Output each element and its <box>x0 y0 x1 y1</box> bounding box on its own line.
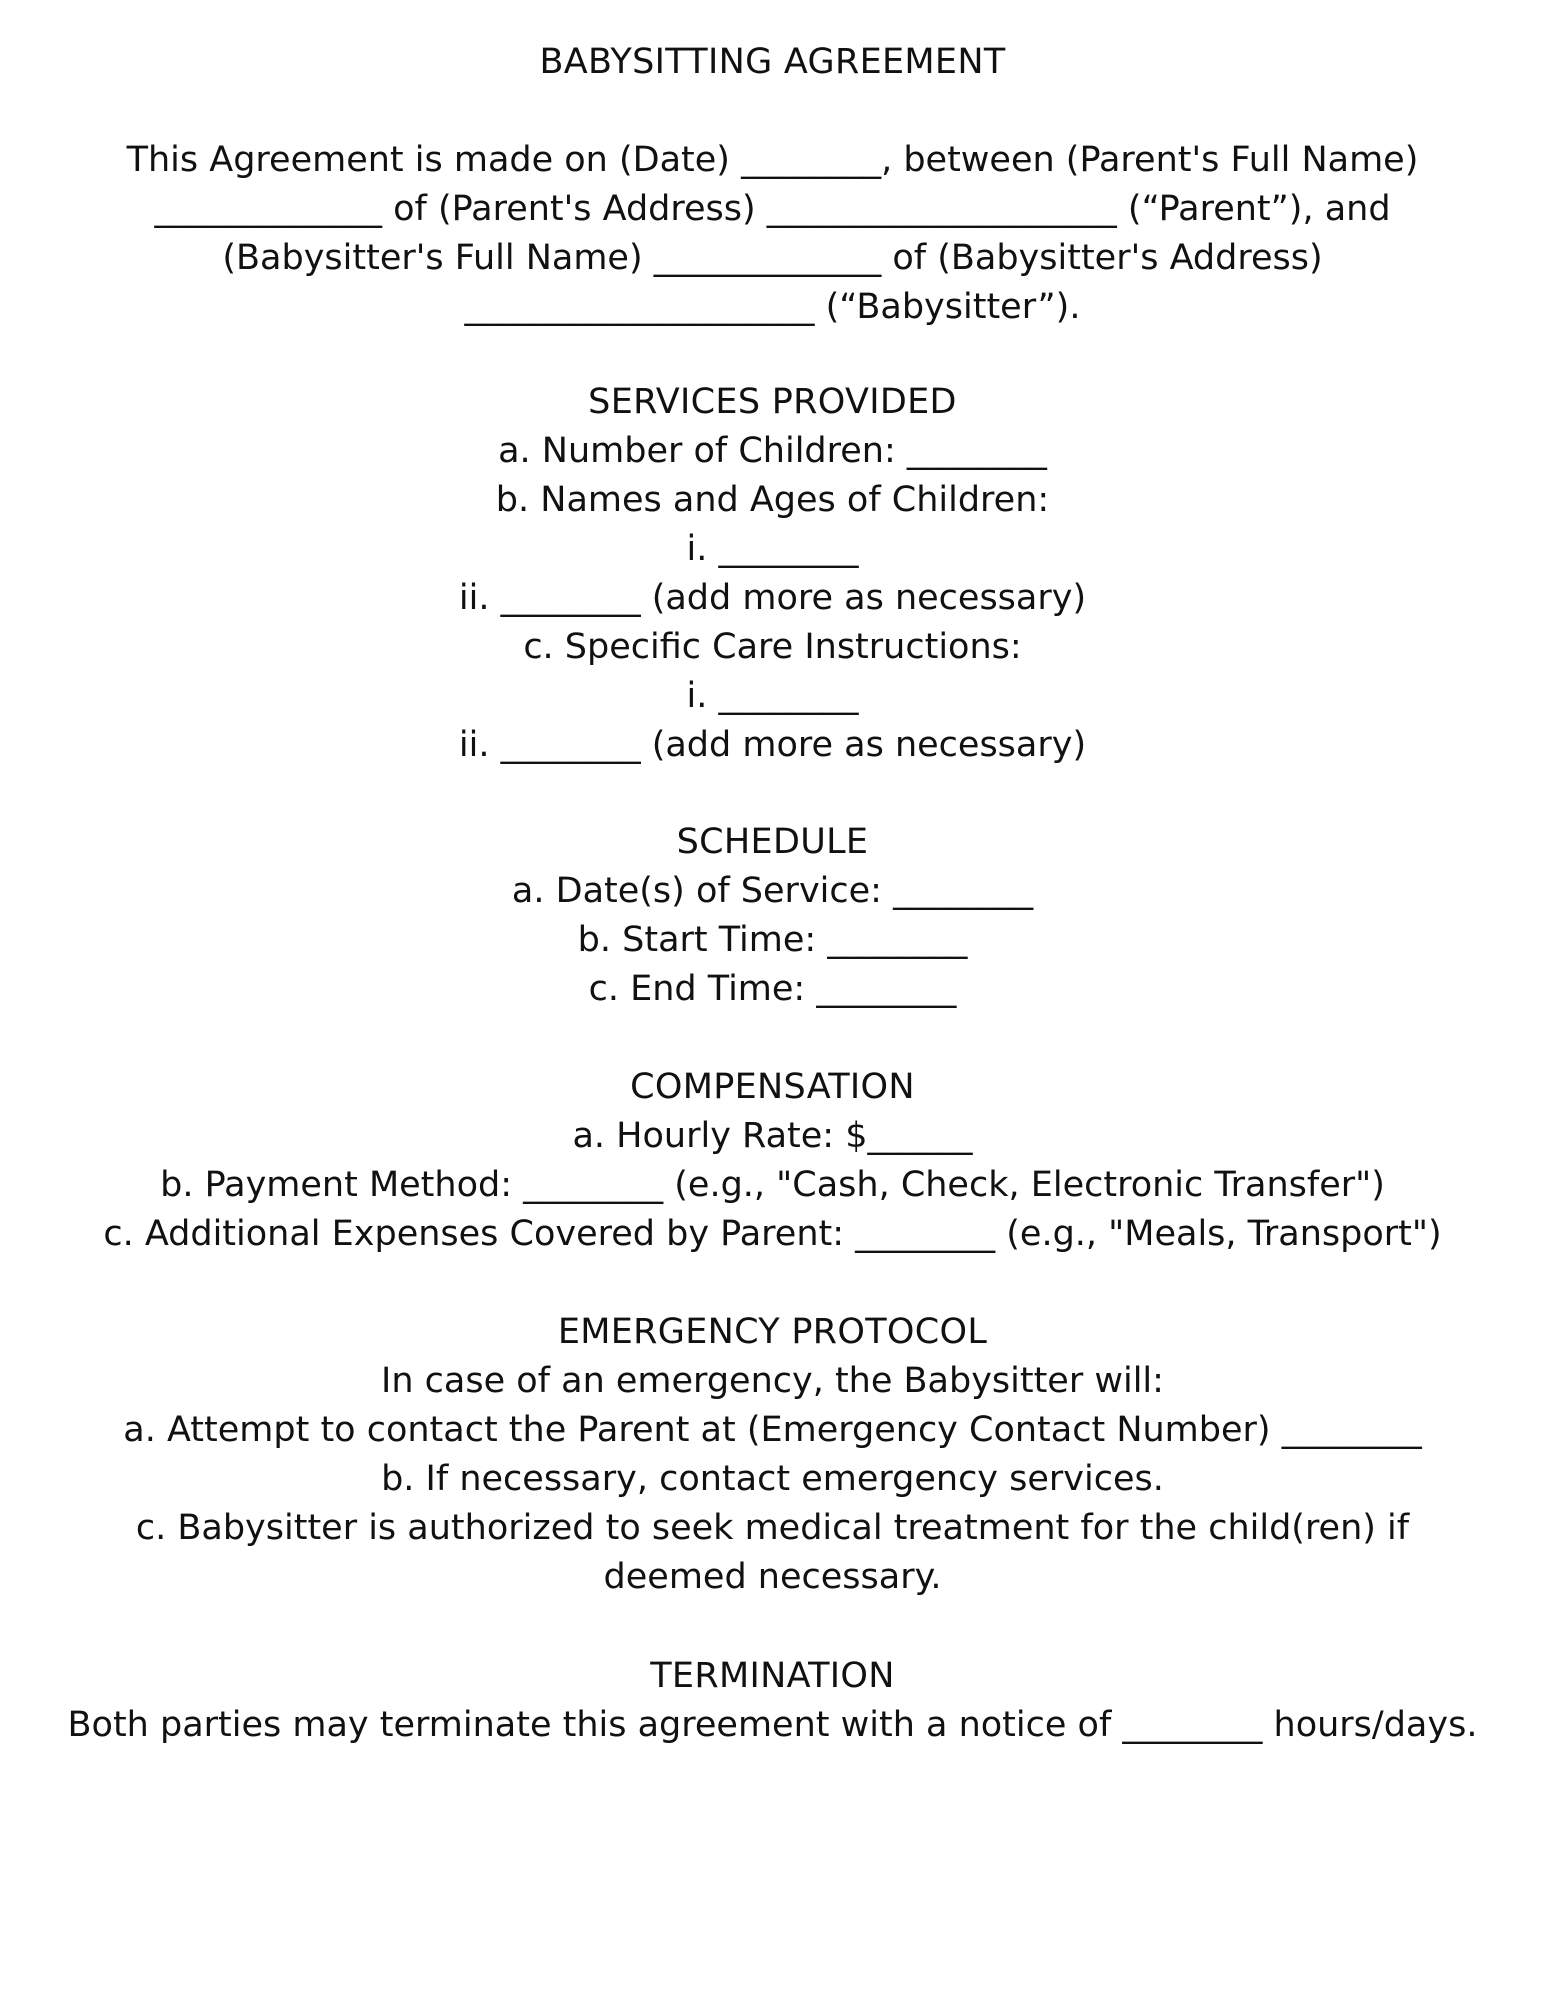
document-title: BABYSITTING AGREEMENT <box>539 42 1006 82</box>
termination-line: Both parties may terminate this agreement with a notice of ________ hours/days. <box>67 1705 1478 1745</box>
services-line: i. ________ <box>686 676 859 716</box>
compensation-line: b. Payment Method: ________ (e.g., "Cash, Check, Electronic Transfer") <box>160 1165 1385 1205</box>
compensation-line: c. Additional Expenses Covered by Parent: ________ (e.g., "Meals, Transport") <box>103 1214 1442 1254</box>
services-line: a. Number of Children: ________ <box>498 431 1047 471</box>
compensation-section <box>60 1063 1485 1259</box>
services-heading: SERVICES PROVIDED <box>588 382 957 422</box>
schedule-line: a. Date(s) of Service: ________ <box>511 871 1034 911</box>
compensation-line: a. Hourly Rate: $______ <box>572 1116 973 1156</box>
services-section <box>60 378 1485 770</box>
services-line: b. Names and Ages of Children: <box>495 480 1050 520</box>
schedule-section <box>60 818 1485 1014</box>
compensation-heading: COMPENSATION <box>630 1067 915 1107</box>
emergency-line: b. If necessary, contact emergency services. <box>381 1459 1164 1499</box>
termination-heading: TERMINATION <box>650 1656 895 1696</box>
services-line: c. Specific Care Instructions: <box>523 627 1022 667</box>
emergency-line: c. Babysitter is authorized to seek medical treatment for the child(ren) if deemed necessary. <box>135 1508 1410 1597</box>
services-line: i. ________ <box>686 529 859 569</box>
schedule-line: c. End Time: ________ <box>588 969 957 1009</box>
schedule-heading: SCHEDULE <box>676 822 869 862</box>
emergency-line: In case of an emergency, the Babysitter will: <box>381 1361 1164 1401</box>
intro-line: (Babysitter's Full Name) _____________ of (Babysitter's Address) <box>222 238 1323 278</box>
emergency-heading: EMERGENCY PROTOCOL <box>557 1312 988 1352</box>
emergency-line: a. Attempt to contact the Parent at (Emergency Contact Number) ________ <box>123 1410 1422 1450</box>
intro-line: _____________ of (Parent's Address) ____________________ (“Parent”), and <box>154 189 1391 229</box>
schedule-line: b. Start Time: ________ <box>577 920 968 960</box>
emergency-section <box>60 1308 1485 1602</box>
services-line: ii. ________ (add more as necessary) <box>458 578 1087 618</box>
intro-line: ____________________ (“Babysitter”). <box>464 287 1081 327</box>
termination-section <box>60 1652 1485 1750</box>
intro-paragraph <box>60 136 1485 332</box>
services-line: ii. ________ (add more as necessary) <box>458 725 1087 765</box>
intro-line: This Agreement is made on (Date) ________, between (Parent's Full Name) <box>126 140 1419 180</box>
